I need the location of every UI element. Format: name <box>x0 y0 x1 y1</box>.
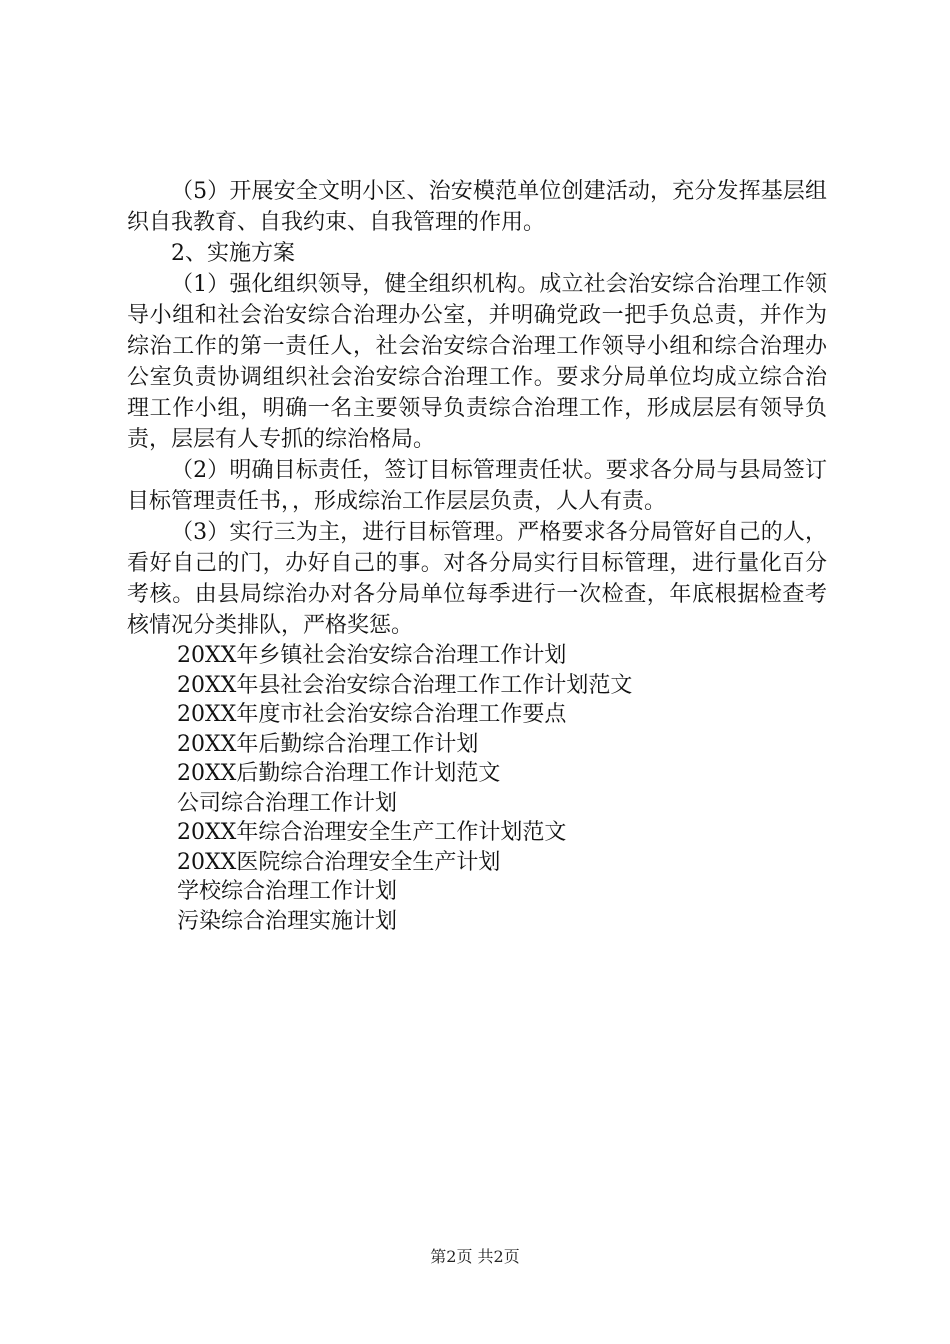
related-article-link[interactable]: 20XX后勤综合治理工作计划范文 <box>177 761 501 786</box>
related-article-link[interactable]: 污染综合治理实施计划 <box>177 908 398 934</box>
paragraph-item-2: （2）明确目标责任，签订目标管理责任状。要求各分局与县局签订目标管理责任书，，形成综治工作层层负责，人人有责。 <box>127 458 827 514</box>
related-article-link[interactable]: 20XX年后勤综合治理工作计划 <box>177 731 479 757</box>
page-number-footer: 第2页 共2页 <box>430 1247 520 1266</box>
document-body <box>127 176 827 936</box>
related-article-link[interactable]: 20XX年县社会治安综合治理工作工作计划范文 <box>177 672 633 698</box>
paragraph-item-3: （3）实行三为主，进行目标管理。严格要求各分局管好自己的人，看好自己的门，办好自己的事。对各分局实行目标管理，进行量化百分考核。由县局综治办对各分局单位每季进行一次检查，年底根据检查考核情况分类排队，严格奖惩。 <box>127 520 827 638</box>
related-article-link[interactable]: 20XX年乡镇社会治安综合治理工作计划 <box>177 643 567 668</box>
related-articles-list <box>127 641 827 936</box>
related-article-link[interactable]: 学校综合治理工作计划 <box>177 879 398 904</box>
related-article-link[interactable]: 公司综合治理工作计划 <box>177 790 398 816</box>
related-article-link[interactable]: 20XX年综合治理安全生产工作计划范文 <box>177 820 567 845</box>
related-article-link[interactable]: 20XX年度市社会治安综合治理工作要点 <box>177 702 567 727</box>
paragraph-item-1: （1）强化组织领导，健全组织机构。成立社会治安综合治理工作领导小组和社会治安综合治理办公室，并明确党政一把手负总责，并作为综治工作的第一责任人，社会治安综合治理工作领导小组和综合治理办公室负责协调组织社会治安综合治理工作。要求分局单位均成立综合治理工作小组，明确一名主要领导负责综合治理工作，形成层层有领导负责，层层有人专抓的综治格局。 <box>127 272 827 452</box>
paragraph-item-5: （5）开展安全文明小区、治安模范单位创建活动，充分发挥基层组织自我教育、自我约束、自我管理的作用。 <box>127 179 827 235</box>
related-article-link[interactable]: 20XX医院综合治理安全生产计划 <box>177 849 501 875</box>
section-heading-implementation: 2、实施方案 <box>171 241 295 266</box>
